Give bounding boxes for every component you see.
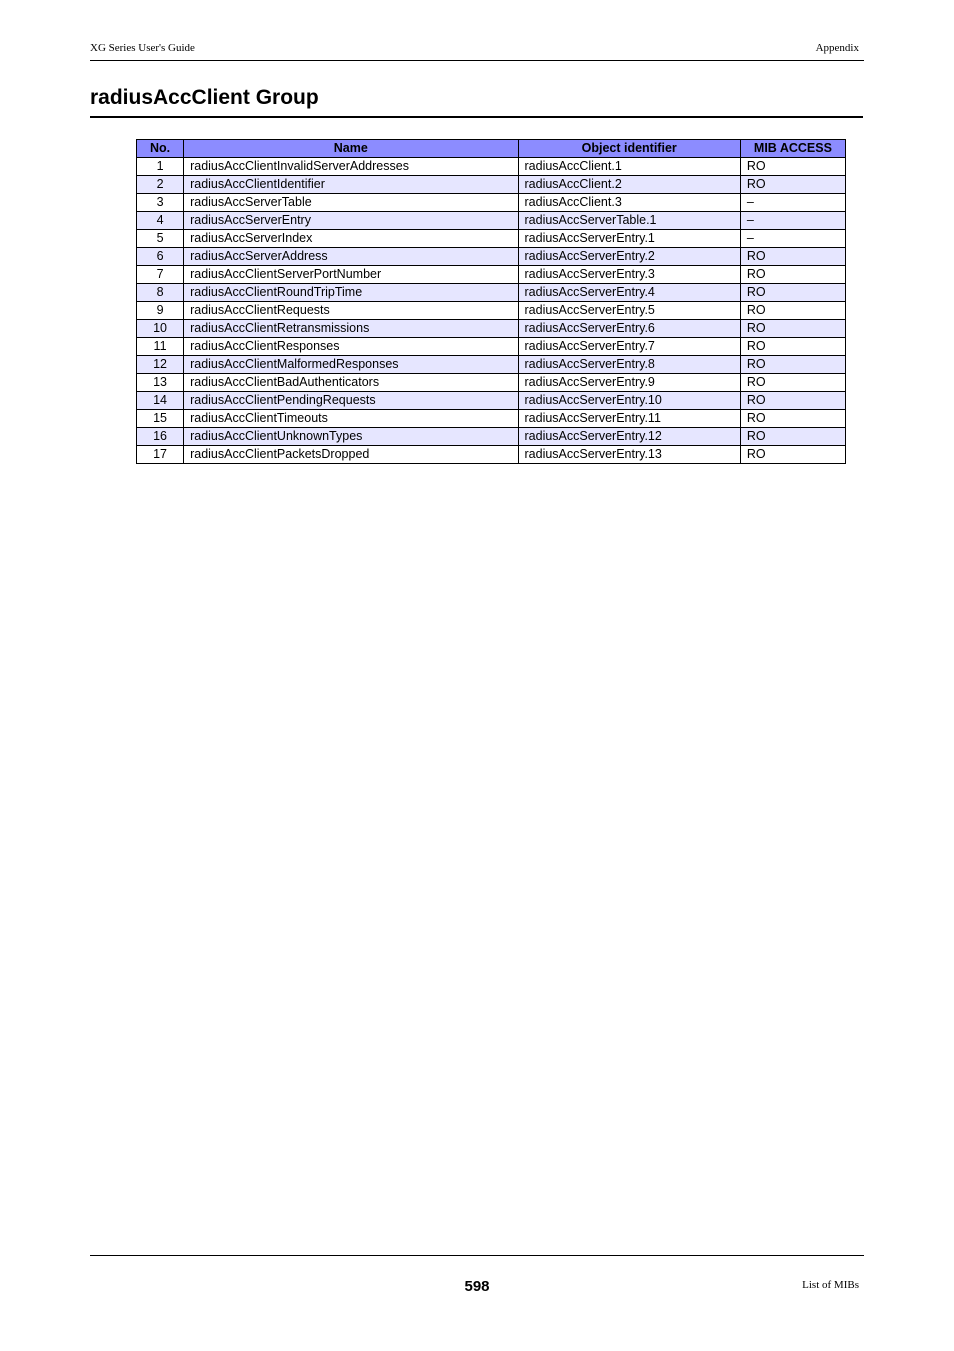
cell-no: 9: [137, 302, 184, 320]
cell-object-identifier: radiusAccServerEntry.1: [518, 230, 740, 248]
cell-name: radiusAccClientTimeouts: [184, 410, 518, 428]
cell-mib-access: RO: [740, 302, 845, 320]
cell-object-identifier: radiusAccServerEntry.11: [518, 410, 740, 428]
cell-mib-access: –: [740, 212, 845, 230]
cell-object-identifier: radiusAccServerEntry.10: [518, 392, 740, 410]
cell-no: 13: [137, 374, 184, 392]
table-row: [137, 428, 846, 446]
cell-object-identifier: radiusAccServerEntry.5: [518, 302, 740, 320]
cell-object-identifier: radiusAccServerEntry.12: [518, 428, 740, 446]
cell-no: 4: [137, 212, 184, 230]
cell-name: radiusAccServerEntry: [184, 212, 518, 230]
cell-mib-access: –: [740, 230, 845, 248]
table-row: [137, 248, 846, 266]
cell-name: radiusAccClientMalformedResponses: [184, 356, 518, 374]
cell-mib-access: RO: [740, 176, 845, 194]
footer-section-name: List of MIBs: [802, 1279, 859, 1291]
cell-object-identifier: radiusAccServerTable.1: [518, 212, 740, 230]
cell-no: 6: [137, 248, 184, 266]
cell-no: 5: [137, 230, 184, 248]
cell-mib-access: RO: [740, 338, 845, 356]
table-row: [137, 374, 846, 392]
cell-mib-access: RO: [740, 284, 845, 302]
table-row: [137, 176, 846, 194]
cell-mib-access: RO: [740, 320, 845, 338]
table-row: [137, 320, 846, 338]
cell-no: 3: [137, 194, 184, 212]
table-row: [137, 446, 846, 464]
cell-object-identifier: radiusAccServerEntry.4: [518, 284, 740, 302]
chapter-name: Appendix: [815, 42, 859, 54]
cell-name: radiusAccClientServerPortNumber: [184, 266, 518, 284]
cell-name: radiusAccClientRetransmissions: [184, 320, 518, 338]
cell-name: radiusAccClientPendingRequests: [184, 392, 518, 410]
cell-no: 14: [137, 392, 184, 410]
cell-mib-access: RO: [740, 374, 845, 392]
table-body: [137, 158, 846, 464]
cell-no: 8: [137, 284, 184, 302]
cell-name: radiusAccClientBadAuthenticators: [184, 374, 518, 392]
cell-name: radiusAccServerIndex: [184, 230, 518, 248]
mib-table: [136, 139, 846, 464]
cell-no: 1: [137, 158, 184, 176]
table-row: [137, 212, 846, 230]
cell-object-identifier: radiusAccClient.2: [518, 176, 740, 194]
column-header-object-identifier: Object identifier: [518, 140, 740, 158]
table-row: [137, 410, 846, 428]
cell-name: radiusAccServerTable: [184, 194, 518, 212]
table-row: [137, 266, 846, 284]
section-title: radiusAccClient Group: [90, 84, 863, 118]
cell-name: radiusAccClientRoundTripTime: [184, 284, 518, 302]
cell-mib-access: RO: [740, 410, 845, 428]
cell-no: 11: [137, 338, 184, 356]
page-number: 598: [464, 1278, 490, 1295]
cell-no: 16: [137, 428, 184, 446]
cell-name: radiusAccClientIdentifier: [184, 176, 518, 194]
cell-object-identifier: radiusAccServerEntry.3: [518, 266, 740, 284]
cell-name: radiusAccServerAddress: [184, 248, 518, 266]
cell-object-identifier: radiusAccServerEntry.7: [518, 338, 740, 356]
column-header-name: Name: [184, 140, 518, 158]
cell-mib-access: RO: [740, 248, 845, 266]
cell-no: 10: [137, 320, 184, 338]
cell-name: radiusAccClientResponses: [184, 338, 518, 356]
cell-no: 17: [137, 446, 184, 464]
cell-name: radiusAccClientUnknownTypes: [184, 428, 518, 446]
column-header-no: No.: [137, 140, 184, 158]
cell-mib-access: RO: [740, 392, 845, 410]
cell-no: 2: [137, 176, 184, 194]
cell-object-identifier: radiusAccServerEntry.8: [518, 356, 740, 374]
table-header-row: [137, 140, 846, 158]
cell-mib-access: RO: [740, 446, 845, 464]
table-row: [137, 356, 846, 374]
cell-mib-access: RO: [740, 428, 845, 446]
cell-object-identifier: radiusAccServerEntry.2: [518, 248, 740, 266]
table-row: [137, 194, 846, 212]
document-title: XG Series User's Guide: [90, 42, 195, 54]
cell-mib-access: –: [740, 194, 845, 212]
cell-mib-access: RO: [740, 158, 845, 176]
cell-object-identifier: radiusAccServerEntry.9: [518, 374, 740, 392]
page-header: [90, 38, 864, 61]
table-row: [137, 338, 846, 356]
cell-name: radiusAccClientRequests: [184, 302, 518, 320]
cell-name: radiusAccClientPacketsDropped: [184, 446, 518, 464]
column-header-mib-access: MIB ACCESS: [740, 140, 845, 158]
cell-object-identifier: radiusAccServerEntry.6: [518, 320, 740, 338]
cell-mib-access: RO: [740, 266, 845, 284]
table-row: [137, 158, 846, 176]
cell-name: radiusAccClientInvalidServerAddresses: [184, 158, 518, 176]
table-row: [137, 302, 846, 320]
cell-object-identifier: radiusAccClient.3: [518, 194, 740, 212]
page-footer: [90, 1255, 864, 1296]
table-row: [137, 392, 846, 410]
cell-no: 15: [137, 410, 184, 428]
cell-object-identifier: radiusAccClient.1: [518, 158, 740, 176]
table-row: [137, 284, 846, 302]
cell-mib-access: RO: [740, 356, 845, 374]
table-row: [137, 230, 846, 248]
cell-no: 12: [137, 356, 184, 374]
cell-object-identifier: radiusAccServerEntry.13: [518, 446, 740, 464]
cell-no: 7: [137, 266, 184, 284]
